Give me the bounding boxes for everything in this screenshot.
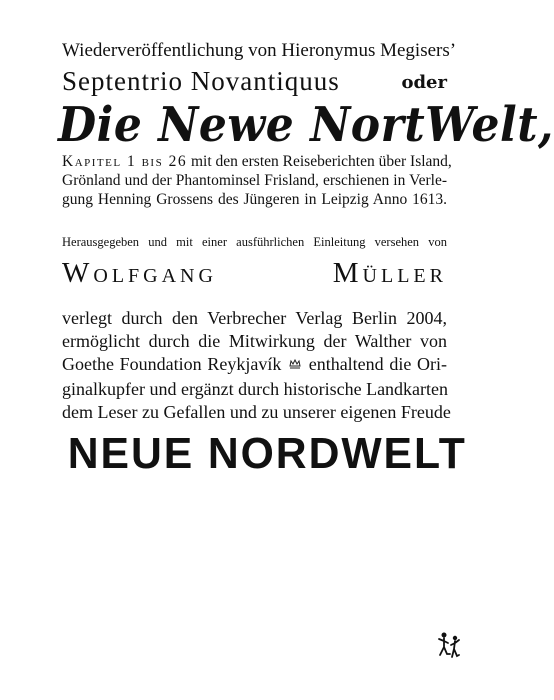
main-title: NEUE NORDWELT [67, 429, 467, 478]
intro-line: Wiederveröffentlichung von Hieronymus Megisers’ [62, 40, 457, 61]
chapter-label: Kapitel 1 bis 26 [62, 153, 188, 170]
stick-figures-icon [436, 630, 462, 660]
description-line-3: gung Henning Grossens des Jüngeren in Leipzig Anno 1613. [62, 191, 447, 208]
publisher-line-5: dem Leser zu Gefallen und zu unserer eigenen Freude [62, 402, 451, 423]
connector-oder: oder [401, 72, 447, 93]
fraktur-title: Die Newe NortWelt, [58, 97, 554, 153]
description-line-1-rest: mit den ersten Reiseberichten über Island, [190, 153, 452, 170]
publisher-line-3-rest: enthaltend die Ori- [308, 354, 448, 375]
description-line-1 [62, 152, 452, 171]
publisher-line-2: ermöglicht durch die Mitwirkung der Walther von [62, 331, 447, 352]
description-block [62, 152, 452, 209]
editor-line: Herausgegeben und mit einer ausführlichen Einleitung versehen von [62, 235, 447, 249]
subtitle: Septentrio Novantiquus [62, 66, 340, 96]
publisher-block [62, 307, 451, 424]
foundation-name: Goethe Foundation Reykjavík [62, 354, 282, 375]
publisher-line-3 [62, 353, 447, 377]
crown-emblem-icon [289, 355, 301, 378]
publisher-line-1: verlegt durch den Verbrecher Verlag Berlin 2004, [62, 308, 447, 328]
description-line-2: Grönland und der Phantominsel Frisland, erschienen in Verle- [62, 172, 447, 189]
author-name: Wolfgang Müller [62, 257, 447, 289]
publisher-line-4: ginalkupfer und ergänzt durch historische Landkarten [62, 378, 449, 399]
